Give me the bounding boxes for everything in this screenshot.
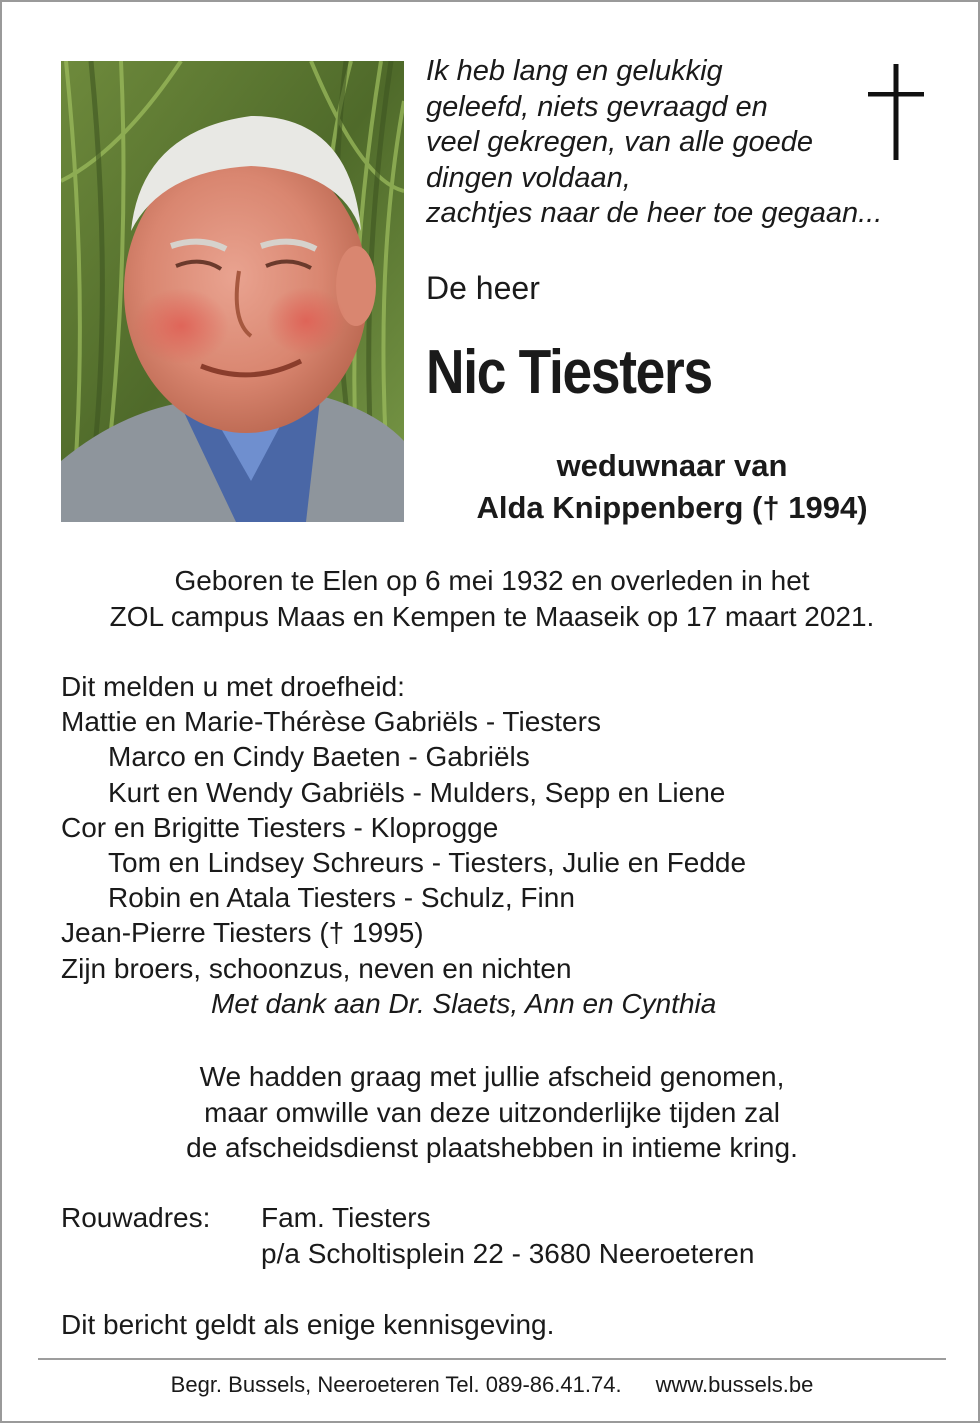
poem-line: dingen voldaan, [426, 161, 631, 194]
birth-death-details [2, 563, 980, 634]
family-intro: Dit melden u met droefheid: [61, 671, 405, 702]
address-label: Rouwadres: [61, 1202, 211, 1233]
notice-text: Dit bericht geldt als enige kennisgeving. [61, 1309, 555, 1340]
cross-icon [868, 64, 924, 160]
undertaker-info: Begr. Bussels, Neeroeteren Tel. 089-86.41.74. [170, 1372, 622, 1397]
birth-line: Geboren te Elen op 6 mei 1932 en overleden in het [174, 565, 810, 596]
footer [2, 1369, 980, 1401]
family-member: Kurt en Wendy Gabriëls - Mulders, Sepp en Liene [108, 776, 726, 808]
family-member: Marco en Cindy Baeten - Gabriëls [108, 741, 530, 773]
poem-line: veel gekregen, van alle goede [426, 126, 813, 158]
closing-line: de afscheidsdienst plaatshebben in intieme kring. [186, 1132, 798, 1163]
widower-notice [412, 445, 932, 529]
footer-divider [38, 1358, 946, 1360]
mourning-address [61, 1200, 754, 1271]
address-line: Fam. Tiesters [261, 1202, 431, 1233]
portrait-photo [61, 61, 404, 522]
deceased-name: Nic Tiesters [426, 338, 712, 407]
death-line: ZOL campus Maas en Kempen te Maaseik op 17 maart 2021. [109, 600, 875, 632]
closing-line: maar omwille van deze uitzonderlijke tijden zal [204, 1096, 780, 1128]
salutation: De heer [426, 270, 540, 306]
family-member: Tom en Lindsey Schreurs - Tiesters, Julie en Fedde [108, 847, 747, 879]
family-member: Mattie en Marie-Thérèse Gabriëls - Tiesters [61, 706, 601, 738]
thanks-line: Met dank aan Dr. Slaets, Ann en Cynthia [211, 987, 717, 1019]
family-member: Zijn broers, schoonzus, neven en nichten [61, 952, 572, 984]
poem-line: geleefd, niets gevraagd en [426, 90, 768, 123]
spouse-name: Alda Knippenberg († 1994) [476, 490, 868, 525]
family-member: Jean-Pierre Tiesters († 1995) [61, 917, 424, 949]
widower-line: weduwnaar van [556, 448, 788, 483]
family-member: Robin en Atala Tiesters - Schulz, Finn [108, 882, 575, 914]
closing-message [2, 1059, 980, 1166]
poem-line: zachtjes naar de heer toe gegaan... [426, 197, 883, 229]
family-list [61, 669, 941, 1021]
closing-line: We hadden graag met jullie afscheid genomen, [199, 1061, 785, 1092]
website-link[interactable]: www.bussels.be [655, 1372, 814, 1397]
address-line: p/a Scholtisplein 22 - 3680 Neeroeteren [261, 1237, 755, 1269]
poem-line: Ik heb lang en gelukkig [426, 55, 723, 87]
family-member: Cor en Brigitte Tiesters - Kloprogge [61, 811, 499, 843]
